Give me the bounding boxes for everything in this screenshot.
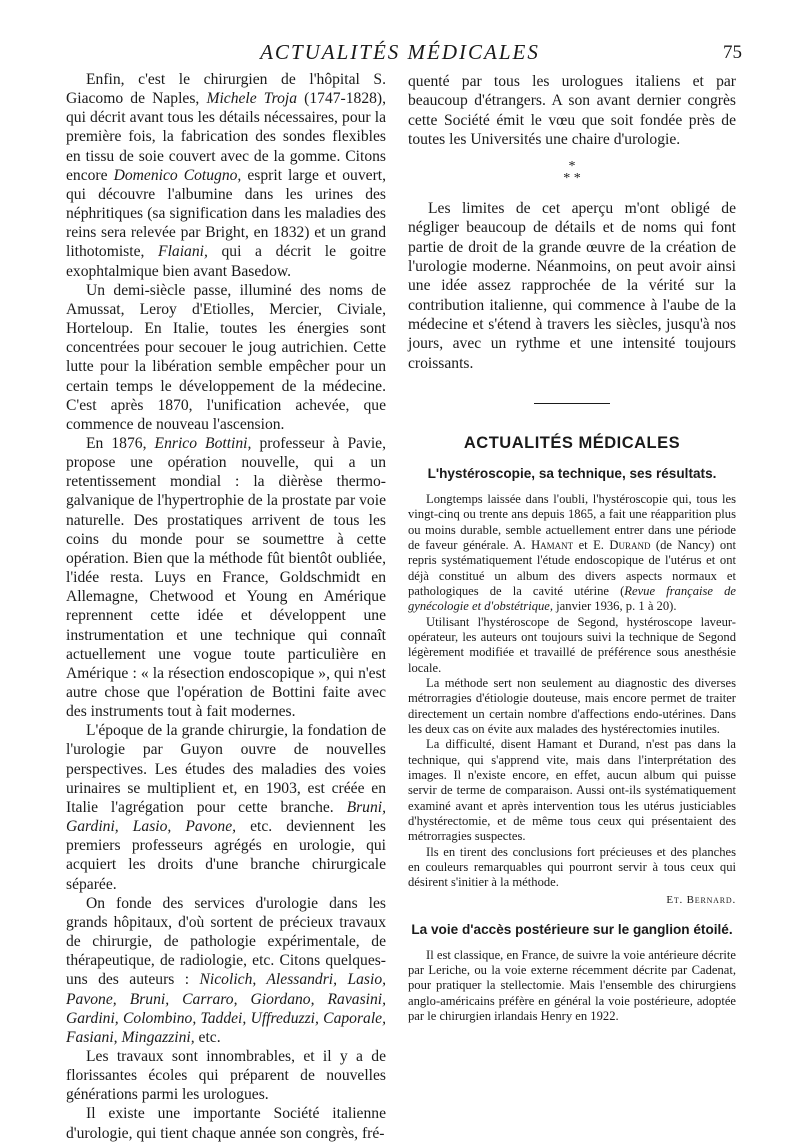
page-number: 75 — [723, 42, 742, 63]
italic-run: Michele Troja — [206, 90, 298, 108]
section-title: ACTUALITÉS MÉDICALES — [463, 433, 681, 452]
asterism-bottom: * * — [563, 171, 581, 187]
paragraph — [408, 615, 736, 676]
paragraph — [408, 492, 736, 615]
left-column — [66, 70, 386, 1143]
section-break-asterism — [408, 161, 736, 185]
text-run: et E. — [573, 537, 610, 552]
paragraph — [408, 948, 736, 1025]
paragraph — [408, 845, 736, 891]
text-run: Il existe une importante Société italienne d'urologie, qui tient chaque année son congrès, fré- — [66, 1105, 386, 1142]
running-title: ACTUALITÉS MÉDICALES — [260, 40, 540, 64]
running-head — [0, 38, 800, 68]
paragraph — [66, 721, 386, 893]
italic-run: Revue française de gynécologie et d'obstétrique, — [408, 583, 736, 614]
paragraph — [408, 676, 736, 737]
italic-run: Enrico Bottini, — [154, 434, 252, 452]
author-signature: Et. Bernard. — [666, 893, 736, 906]
text-run: Ils en tirent des conclusions fort précieuses et des planches en couleurs remarquables qui pourront servir à tous ceux qui désirent s'initier à la méthode. — [408, 844, 736, 890]
right-column — [408, 72, 736, 1025]
text-run: quenté par tous les urologues italiens et par beaucoup d'étrangers. A son avant dernier congrès cette Société émit le vœu que soit fondée près de toutes les Universités une chaire d'urologie. — [408, 73, 736, 148]
text-run: etc. — [194, 1028, 221, 1046]
asterism-top: * — [568, 159, 576, 175]
text-run: Longtemps laissée dans l'oubli, l'hystéroscopie qui, tous les vingt-cinq ou trente ans depuis 1865, a fait une réapparition plus ou moins durable, semble actuellement entrer dans une période de faveur générale. A. — [408, 491, 736, 552]
smallcaps-run: Hamant — [531, 537, 574, 552]
paragraph — [66, 1104, 386, 1142]
article-ganglion-etoile — [408, 921, 736, 1025]
text-run: La méthode sert non seulement au diagnostic des diverses métrorragies d'étiologie douteuse, mais encore permet de traiter directement un certain nombre d'affections endo-utérines. Dans les deux cas on évite aux malades des hystérectomies inutiles. — [408, 675, 736, 737]
text-run: (de Nancy) ont repris systématiquement l'étude endoscopique de l'utérus et ont déjà constitué un album des divers aspects normaux et pathologiques de la cavité utérine ( — [408, 537, 736, 598]
paragraph — [66, 70, 386, 281]
text-run: La difficulté, disent Hamant et Durand, n'est pas dans la technique, qui s'apprend vite, mais dans l'interprétation des images. Il n'existe encore, en effet, aucun album qui puisse servir de terme de comparaison. Aussi ont-ils systématiquement examiné avant et après intervention tous les utérus justiciables d'hystérectomie, et de même tous ceux qui présentaient des métrorragies suspectes. — [408, 737, 736, 844]
italic-run: Domenico Cotugno, — [113, 166, 242, 184]
text-run: qui a décrit le goitre exophtalmique bien avant Basedow. — [66, 243, 386, 280]
text-run: Utilisant l'hystéroscope de Segond, hystéroscope laveur-opérateur, les auteurs ont toujours suivi la technique de Segond légèrement modifiée et travaillé de préférence sous anesthésie locale. — [408, 614, 736, 675]
smallcaps-run: Durand — [609, 537, 651, 552]
text-run: L'époque de la grande chirurgie, la fondation de l'urologie par Guyon ouvre de nouvelles perspectives. Les études des maladies des voies urinaires se multiplient et, en 1903, est créée en Italie l'agrégation pour cette branche. — [66, 722, 386, 816]
divider-rule — [534, 403, 610, 404]
text-run: Les limites de cet aperçu m'ont obligé de négliger beaucoup de détails et de noms qui font partie de droit de la grande œuvre de la création de l'urologie moderne. Néanmoins, on peut avoir ainsi une idée assez rapprochée de la vérité sur la contribution italienne, qui commence à l'aube de la médecine et s'étend à travers les siècles, jusqu'à nos jours, avec un rythme et une intensité toujours croissants. — [408, 200, 736, 372]
paragraph — [408, 737, 736, 844]
italic-run: Nicolich, Alessandri, Lasio, Pavone, Bruni, Carraro, Giordano, Ravasini, Gardini, Colombino, Taddei, Uffreduzzi, Caporale, Fasiani, Mingazzini, — [66, 971, 387, 1046]
text-run: En 1876, — [86, 434, 155, 452]
paragraph — [66, 1047, 386, 1104]
text-run: etc. deviennent les premiers professeurs agrégés en urologie, qui acquiert les droits d'une branche chirurgicale séparée. — [66, 818, 386, 893]
article-title: L'hystéroscopie, sa technique, ses résultats. — [427, 465, 717, 481]
text-run: (1747-1828), qui décrit avant tous les détails nécessaires, pour la première fois, la fabrication des sondes flexibles en tissu de soie couvert avec de la gomme. Citons encore — [66, 90, 387, 184]
italic-run: Bruni, Gardini, Lasio, Pavone, — [66, 798, 386, 836]
article-title: La voie d'accès postérieure sur le ganglion étoilé. — [411, 921, 733, 937]
text-run: Les travaux sont innombrables, et il y a de florissantes écoles qui préparent de nouvelles générations parmi les urologues. — [66, 1047, 386, 1104]
text-run: On fonde des services d'urologie dans les grands hôpitaux, d'où sortent de précieux travaux de chirurgie, de pathologie expérimentale, de thérapeutique, de radiologie, etc. Citons quelques-uns des auteurs : — [66, 894, 386, 989]
text-run: janvier 1936, p. 1 à 20). — [553, 599, 677, 614]
text-run: Il est classique, en France, de suivre la voie antérieure décrite par Leriche, ou la voie externe récemment décrite par Cadenat, pour pratiquer la stellectomie. Mais l'ensemble des chirurgiens anglo-américains préfère en général la voie postérieure, adoptée par le chirurgien irlandais Henry en 1922. — [408, 947, 736, 1024]
paragraph-continued — [408, 72, 736, 149]
text-run: Enfin, c'est le chirurgien de l'hôpital S. Giacomo de Naples, — [66, 71, 386, 108]
paragraph — [66, 281, 386, 434]
text-run: professeur à Pavie, propose une opération nouvelle, qui a un retentissement mondial : la dièrèse thermo-galvanique de l'hypertrophie de la prostate par voie naturelle. Des prostatiques arrivent de tous les coins du monde pour se soumettre à cette opération. Bien que la méthode fût bientôt oubliée, l'idée resta. Luys en France, Goldschmidt en Allemagne, Chetwood et Young en Amérique reprennent cette idée et développent une instrumentation et une technique qui connaît actuellement une vogue toute particulière en Amérique : « la résection endoscopique », qui n'est autre chose que l'opération de Bottini faite avec des instruments tout à fait modernes. — [66, 434, 387, 721]
text-run: Un demi-siècle passe, illuminé des noms de Amussat, Leroy d'Etiolles, Mercier, Civiale, Horteloup. En Italie, toutes les énergies sont concentrées pour secouer le joug autrichien. Cette lutte pour la libération semble empêcher pour un certain temps le développement de la médecine. C'est après 1870, l'unification achevée, que commence de nouveau l'ascension. — [66, 281, 386, 433]
paragraph — [66, 434, 386, 721]
paragraph-conclusion — [408, 199, 736, 373]
article-hysteroscopie — [408, 465, 736, 907]
italic-run: Flaiani, — [158, 243, 208, 261]
text-run: esprit large et ouvert, qui découvre l'albumine dans les urines des néphritiques (sa signification dans les maladies des reins sera relevée par Bright, en 1832) et un grand lithotomiste, — [66, 166, 386, 261]
paragraph — [66, 894, 386, 1047]
